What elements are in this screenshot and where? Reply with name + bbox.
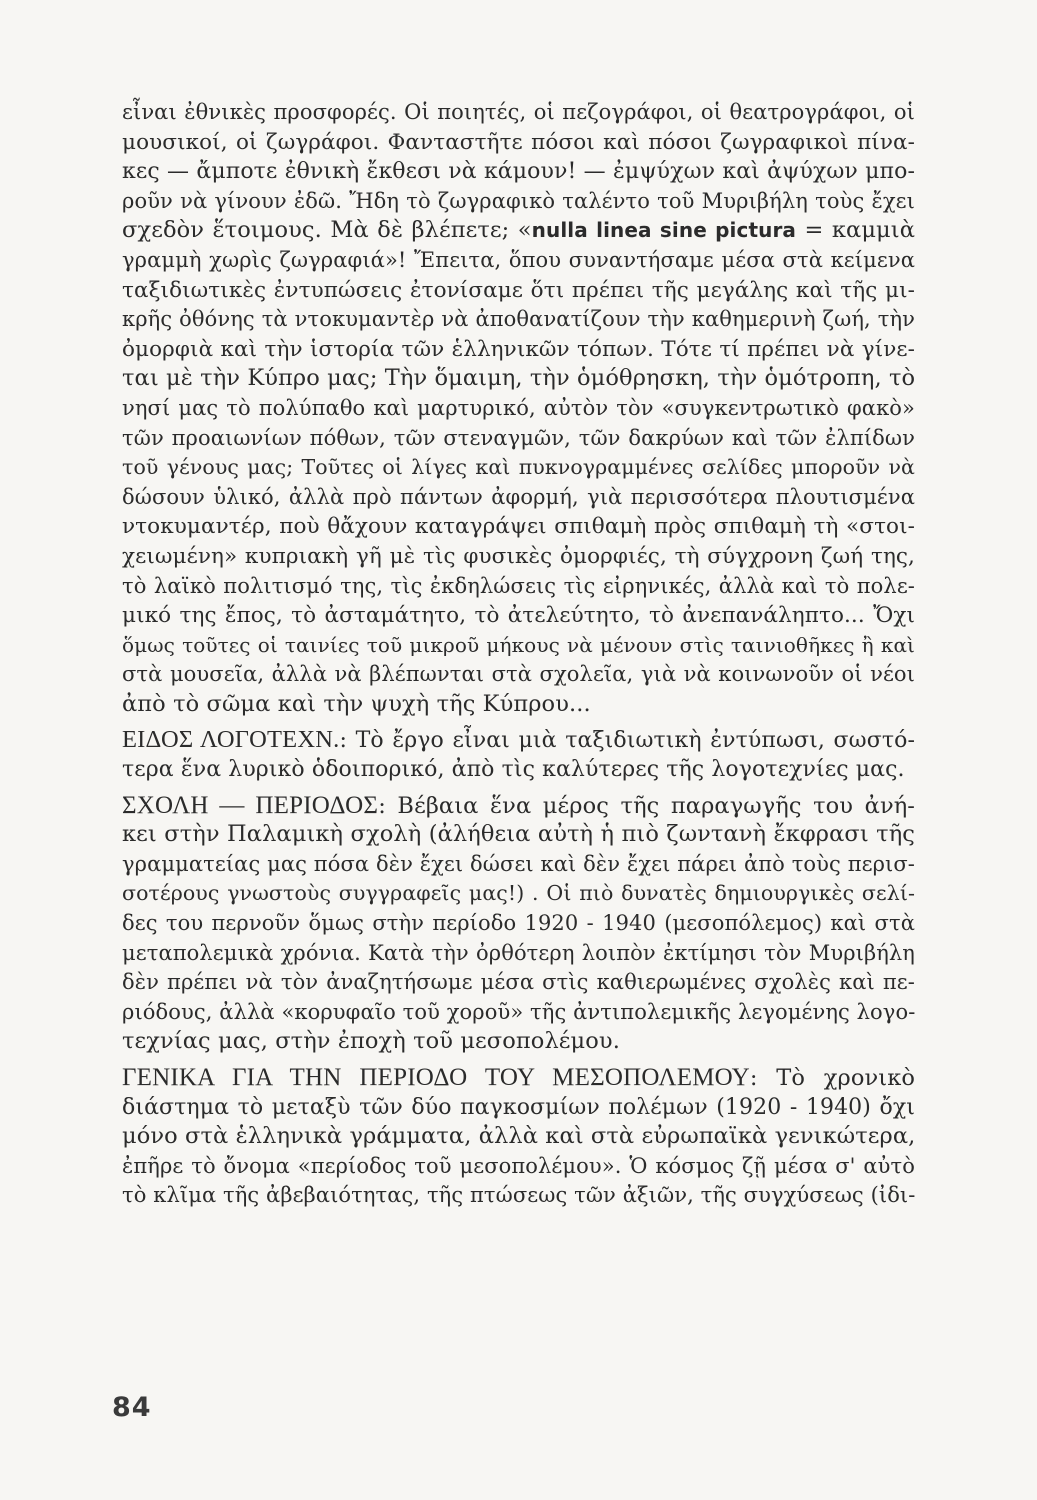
text-line: γραμματείας μας πόσα δὲν ἔχει δώσει καὶ δὲν ἔχει πάρει ἀπὸ τοὺς περισ- <box>122 851 915 876</box>
section-heading: ΕΙΔΟΣ ΛΟΓΟΤΕΧΝ. <box>122 726 340 754</box>
text-line: ἐπῆρε τὸ ὄνομα «περίοδος τοῦ μεσοπολέμου». Ὁ κόσμος ζῇ μέσα σ' αὐτὸ <box>122 1153 915 1178</box>
text-line: στὰ μουσεῖα, ἀλλὰ νὰ βλέπωνται στὰ σχολεῖα, γιὰ νὰ κοινωνοῦν οἱ νέοι <box>122 662 915 687</box>
text-line: νησί μας τὸ πολύπαθο καὶ μαρτυρικό, αὐτὸν τὸν «συγκεντρωτικὸ φακὸ» <box>122 395 915 420</box>
text-line: δὲν πρέπει νὰ τὸν ἀναζητήσωμε μέσα στὶς καθιερωμένες σχολὲς καὶ πε- <box>122 970 915 995</box>
text-line: κρῆς ὀθόνης τὰ ντοκυμαντὲρ νὰ ἀποθανατίζουν τὴν καθημερινὴ ζωή, τὴν <box>122 307 915 332</box>
page-text <box>122 98 915 1211</box>
text-line: τὸ κλῖμα τῆς ἀβεβαιότητας, τῆς πτώσεως τῶν ἀξιῶν, τῆς συγχύσεως (ἰδι- <box>122 1183 916 1208</box>
section-heading: ΣΧΟΛΗ — ΠΕΡΙΟΔΟΣ <box>122 791 379 819</box>
text-line: μουσικοί, οἱ ζωγράφοι. Φανταστῆτε πόσοι καὶ πόσοι ζωγραφικοὶ πίνα- <box>122 129 915 155</box>
text-line: εἶναι ἐθνικὲς προσφορές. Οἱ ποιητές, οἱ πεζογράφοι, οἱ θεατρογράφοι, οἱ <box>122 100 915 124</box>
text-segment: = καμμιὰ <box>796 217 915 244</box>
text-line: ὅμως τοῦτες οἱ ταινίες τοῦ μικροῦ μήκους νὰ μένουν στὶς ταινιοθῆκες ἢ καὶ <box>122 632 915 657</box>
text-segment: σχεδὸν ἕτοιμους. Μὰ δὲ βλέπετε; « <box>122 217 532 244</box>
text-line: τοῦ γένους μας; Τοῦτες οἱ λίγες καὶ πυκνογραμμένες σελίδες μποροῦν νὰ <box>122 455 915 480</box>
text-segment: : Τὸ χρονικὸ <box>749 1065 916 1091</box>
text-line: ριόδους, ἀλλὰ «κορυφαῖο τοῦ χοροῦ» τῆς ἀντιπολεμικῆς λεγομένης λογο- <box>122 999 916 1024</box>
text-line: ται μὲ τὴν Κύπρο μας; Τὴν ὅμαιμη, τὴν ὁμόθρησκη, τὴν ὁμότροπη, τὸ <box>122 365 916 392</box>
text-line: δώσουν ὑλικό, ἀλλὰ πρὸ πάντων ἀφορμή, γιὰ περισσότερα πλουτισμένα <box>122 484 915 509</box>
paragraph-intro <box>122 98 915 719</box>
section-heading: ΓΕΝΙΚΑ ΓΙΑ ΤΗΝ ΠΕΡΙΟΔΟ ΤΟΥ ΜΕΣΟΠΟΛΕΜΟΥ <box>122 1064 750 1091</box>
text-segment: : Βέβαια ἕνα μέρος τῆς παραγωγῆς του ἀνή- <box>378 792 915 819</box>
text-line: σοτέρους γνωστοὺς συγγραφεῖς μας!) . Οἱ πιὸ δυνατὲς δημιουργικὲς σελί- <box>122 881 915 906</box>
section-scholi <box>122 791 915 1057</box>
page-number: 84 <box>112 1392 152 1423</box>
text-line <box>122 216 915 246</box>
section-eidos <box>122 725 915 784</box>
text-line: ντοκυμαντέρ, ποὺ θἄχουν καταγράψει σπιθαμὴ πρὸς σπιθαμὴ τὴ «στοι- <box>122 514 915 540</box>
text-line <box>122 1063 915 1093</box>
text-line: γραμμὴ χωρὶς ζωγραφιά»! Ἔπειτα, ὅπου συναντήσαμε μέσα στὰ κείμενα <box>122 247 915 272</box>
text-line: μεταπολεμικὰ χρόνια. Κατὰ τὴν ὀρθότερη λοιπὸν ἐκτίμησι τὸν Μυριβήλη <box>122 940 915 965</box>
text-line: δες του περνοῦν ὅμως στὴν περίοδο 1920 - 1940 (μεσοπόλεμος) καὶ στὰ <box>122 911 915 936</box>
text-line: διάστημα τὸ μεταξὺ τῶν δύο παγκοσμίων πολέμων (1920 - 1940) ὄχι <box>122 1094 915 1120</box>
text-line: τερα ἕνα λυρικὸ ὁδοιπορικό, ἀπὸ τὶς καλύτερες τῆς λογοτεχνίες μας. <box>122 757 905 783</box>
text-line <box>122 725 915 755</box>
text-line: μόνο στὰ ἑλληνικὰ γράμματα, ἀλλὰ καὶ στὰ εὐρωπαϊκὰ γενικώτερα, <box>122 1123 916 1150</box>
text-line: τεχνίας μας, στὴν ἐποχὴ τοῦ μεσοπολέμου. <box>122 1028 620 1055</box>
text-line <box>122 791 915 821</box>
text-line: τὸ λαϊκὸ πολιτισμό της, τὶς ἐκδηλώσεις τὶς εἰρηνικές, ἀλλὰ καὶ τὸ πολε- <box>122 573 915 598</box>
text-line: κες — ἄμποτε ἐθνικὴ ἔκθεσι νὰ κάμουν! — ἐμψύχων καὶ ἀψύχων μπο- <box>122 159 915 185</box>
latin-quote: nulla linea sine pictura <box>531 218 797 243</box>
text-line: χειωμένη» κυπριακὴ γῆ μὲ τὶς φυσικὲς ὀμορφιές, τὴ σύγχρονη ζωή της, <box>122 543 915 569</box>
text-segment: : Τὸ ἔργο εἶναι μιὰ ταξιδιωτικὴ ἐντύπωσι, σωστό- <box>339 728 915 754</box>
text-line: τῶν προαιωνίων πόθων, τῶν στεναγμῶν, τῶν δακρύων καὶ τῶν ἐλπίδων <box>122 425 915 450</box>
text-line: ὀμορφιὰ καὶ τὴν ἱστορία τῶν ἑλληνικῶν τόπων. Τότε τί πρέπει νὰ γίνε- <box>122 336 915 362</box>
text-line: μικό της ἔπος, τὸ ἀσταμάτητο, τὸ ἀτελεύτητο, τὸ ἀνεπανάληπτο... Ὄχι <box>122 603 915 629</box>
text-line: ἀπὸ τὸ σῶμα καὶ τὴν ψυχὴ τῆς Κύπρου... <box>122 690 591 717</box>
text-line: ταξιδιωτικὲς ἐντυπώσεις ἐτονίσαμε ὅτι πρέπει τῆς μεγάλης καὶ τῆς μι- <box>122 277 915 303</box>
text-line: κει στὴν Παλαμικὴ σχολὴ (ἀλήθεια αὐτὴ ἡ πιὸ ζωντανὴ ἔκφρασι τῆς <box>122 821 915 848</box>
text-line: ροῦν νὰ γίνουν ἐδῶ. Ἤδη τὸ ζωγραφικὸ ταλέντο τοῦ Μυριβήλη τοὺς ἔχει <box>122 188 915 213</box>
section-genika <box>122 1063 915 1211</box>
